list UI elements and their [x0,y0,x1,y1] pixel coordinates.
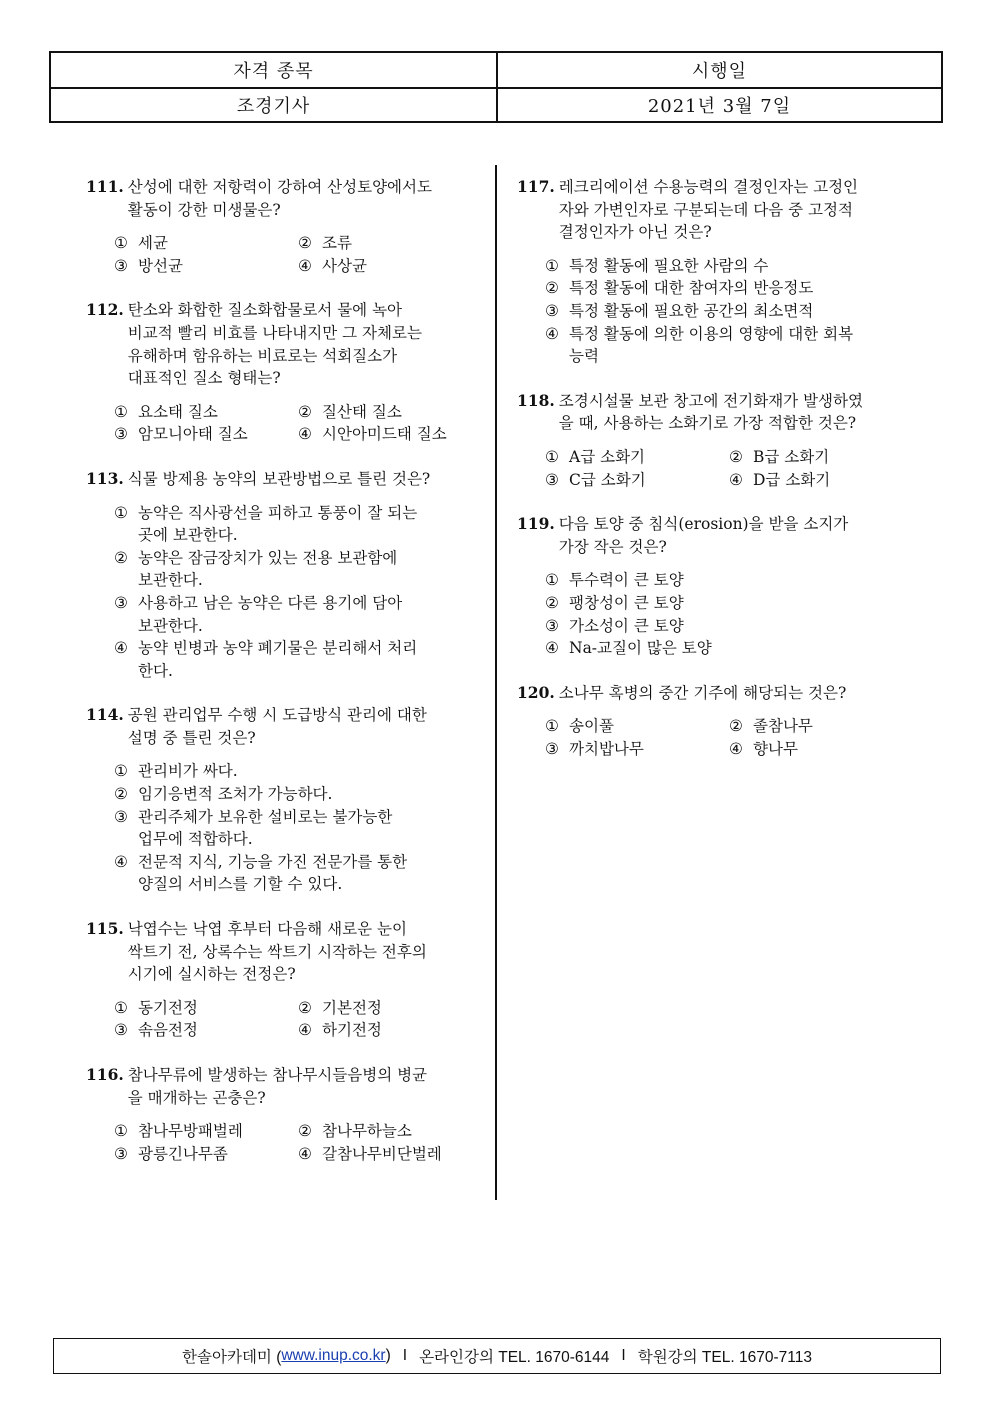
question-stem [86,704,478,749]
answer-option[interactable] [545,615,912,638]
answer-option[interactable] [114,423,298,446]
question-text-line: 식물 방제용 농약의 보관방법으로 틀린 것은? [127,469,431,488]
question [86,918,478,1042]
option-text [322,1120,412,1143]
answer-option[interactable] [114,760,478,783]
answer-options [86,232,478,277]
question-stem [517,513,912,558]
answer-option[interactable] [545,323,912,368]
question-text-line: 을 때, 사용하는 소화기로 가장 적합한 것은? [558,414,857,433]
option-text-line: 광릉긴나무좀 [138,1144,228,1163]
option-text-line: 곳에 보관한다. [138,526,238,545]
footer-close: ) [385,1347,391,1364]
option-text-line: Na-교질이 많은 토양 [569,639,712,658]
option-text [569,715,614,738]
question-text-line: 활동이 강한 미생물은? [127,200,281,219]
option-text [753,469,830,492]
answer-option[interactable] [729,738,912,761]
option-text-line: 기본전정 [322,998,382,1017]
footer-offline: 학원강의 TEL. 1670-7113 [637,1349,812,1366]
option-marker: ① [545,256,559,275]
option-marker: ① [545,717,559,736]
question-stem [86,468,478,491]
question-number: 116. [86,1065,124,1084]
answer-options [86,502,478,683]
question-stem [86,299,478,389]
header-col1-title: 자격 종목 [51,53,498,87]
option-text-line: 사용하고 남은 농약은 다른 용기에 담아 [138,593,403,612]
question-text [559,176,912,244]
question-stem [86,918,478,986]
question-number: 115. [86,919,124,939]
answer-option[interactable] [298,997,478,1020]
option-text [138,1120,243,1143]
option-text-line: 관리비가 싸다. [138,762,238,781]
option-text [569,300,813,323]
option-marker: ② [545,279,559,298]
answer-option[interactable] [114,1120,298,1143]
option-text-line: 한다. [138,661,173,680]
option-text-line: 갈참나무비단벌레 [322,1144,442,1163]
option-text-line: 암모니아태 질소 [138,425,248,444]
question-text-line: 자와 가변인자로 구분되는데 다음 중 고정적 [558,200,853,219]
option-marker: ④ [729,470,743,489]
answer-option[interactable] [114,592,478,637]
header-table [49,51,943,123]
question [86,704,478,896]
option-marker: ③ [114,1144,128,1163]
answer-options [86,401,478,446]
answer-option[interactable] [298,423,478,446]
option-marker: ③ [114,256,128,275]
option-text-line: 방선균 [138,256,183,275]
option-text [569,738,644,761]
answer-option[interactable] [545,255,912,278]
answer-options [86,997,478,1042]
option-marker: ② [298,234,312,253]
answer-option[interactable] [729,446,912,469]
answer-options [517,446,912,491]
question-text-line: 싹트기 전, 상록수는 싹트기 시작하는 전후의 [127,942,427,961]
right-column [517,176,912,782]
question-text [559,513,912,558]
option-text [138,423,248,446]
question-stem [517,682,912,705]
option-text-line: 참나무하늘소 [322,1122,412,1141]
option-text-line: 시안아미드태 질소 [322,425,447,444]
answer-option[interactable] [729,469,912,492]
option-text [138,592,402,637]
option-text [753,446,829,469]
option-text [322,232,352,255]
option-text-line: 솎음전정 [138,1021,198,1040]
answer-option[interactable] [114,547,478,592]
option-marker: ④ [545,324,559,343]
question-text [128,468,478,491]
answer-option[interactable] [114,783,478,806]
option-text [138,783,332,806]
option-marker: ① [114,998,128,1017]
question-number: 119. [517,514,555,534]
header-col2-title: 시행일 [691,61,748,82]
option-text-line: 투수력이 큰 토양 [569,571,684,590]
question-text [128,176,478,221]
answer-options [517,569,912,659]
option-marker: ② [729,717,743,736]
footer [53,1338,941,1374]
option-text-line: 가소성이 큰 토양 [569,616,684,635]
answer-option[interactable] [298,401,478,424]
question-text-line: 시기에 실시하는 전정은? [127,965,296,984]
option-text [138,760,238,783]
option-text [569,615,684,638]
option-text [322,423,447,446]
answer-option[interactable] [545,469,729,492]
question-text-line: 설명 중 틀린 것은? [127,728,256,747]
option-text-line: A급 소화기 [569,447,646,466]
question-number: 111. [86,177,124,196]
option-text [569,446,645,469]
option-marker: ③ [545,616,559,635]
question-text-line: 비교적 빨리 비효를 나타내지만 그 자체로는 [127,323,422,342]
option-text-line: C급 소화기 [569,470,646,489]
question-number: 112. [86,300,124,320]
header-col2-value: 2021년 3월 7일 [647,96,792,117]
option-marker: ② [298,998,312,1017]
option-text [138,502,417,547]
question-number: 114. [86,705,124,725]
answer-option[interactable] [298,1143,478,1166]
option-marker: ④ [545,639,559,658]
option-text-line: 까치밥나무 [569,739,644,758]
footer-separator: I [402,1347,408,1364]
option-marker: ② [729,447,743,466]
question-text [559,390,912,435]
question-text-line: 산성에 대한 저항력이 강하여 산성토양에서도 [127,178,432,196]
option-text-line: 임기응변적 조처가 가능하다. [138,785,333,804]
question [86,299,478,446]
answer-option[interactable] [114,401,298,424]
option-marker: ④ [114,852,128,871]
footer-online: 온라인강의 TEL. 1670-6144 [419,1349,610,1366]
question-text-line: 유해하며 함유하는 비료로는 석회질소가 [127,346,398,365]
option-marker: ① [114,1122,128,1141]
option-marker: ③ [545,470,559,489]
question-text-line: 낙엽수는 낙엽 후부터 다음해 새로운 눈이 [127,920,407,939]
question-text [128,918,478,986]
option-text [138,637,417,682]
option-marker: ③ [114,593,128,612]
option-marker: ② [114,785,128,804]
option-marker: ③ [114,1021,128,1040]
option-text-line: 양질의 서비스를 기할 수 있다. [138,875,343,894]
column-divider [495,165,497,1200]
answer-option[interactable] [298,1120,478,1143]
question-text-line: 다음 토양 중 침식(erosion)을 받을 소지가 [558,515,849,534]
option-text-line: 향나무 [753,739,798,758]
option-text [138,401,218,424]
answer-option[interactable] [545,446,729,469]
answer-option[interactable] [545,637,912,660]
footer-link[interactable]: www.inup.co.kr [281,1347,386,1364]
option-text-line: 팽창성이 큰 토양 [569,593,684,612]
answer-option[interactable] [114,232,298,255]
option-text-line: 요소태 질소 [138,402,218,421]
option-text-line: 전문적 지식, 기능을 가진 전문가를 통한 [138,852,408,871]
option-text-line: 농약은 잠금장치가 있는 전용 보관함에 [138,548,398,567]
footer-separator: I [621,1347,626,1364]
answer-option[interactable] [298,232,478,255]
question-text [128,704,478,749]
option-text [569,569,684,592]
question [86,468,478,682]
answer-option[interactable] [114,1143,298,1166]
option-text [322,997,382,1020]
question-stem [517,390,912,435]
answer-option[interactable] [545,592,912,615]
option-text-line: 특정 활동에 의한 이용의 영향에 대한 회복 [569,324,854,343]
question-stem [517,176,912,244]
option-text [138,1143,228,1166]
option-text-line: 조류 [322,234,352,253]
question-number: 120. [517,682,555,702]
question [86,1064,478,1165]
option-text-line: 보관한다. [138,571,203,590]
answer-option[interactable] [114,997,298,1020]
option-text-line: 특정 활동에 필요한 공간의 최소면적 [569,301,814,320]
option-marker: ③ [545,301,559,320]
option-text-line: 능력 [569,347,599,366]
option-text-line: D급 소화기 [753,470,831,489]
option-text [138,997,198,1020]
option-marker: ③ [545,739,559,758]
answer-options [86,1120,478,1165]
option-text-line: 하기전정 [322,1021,382,1040]
option-marker: ④ [114,639,128,658]
answer-option[interactable] [114,1019,298,1042]
option-text [138,851,407,896]
option-text [138,1019,198,1042]
option-marker: ① [114,762,128,781]
answer-option[interactable] [545,738,729,761]
option-text-line: 질산태 질소 [322,402,402,421]
question [517,682,912,761]
question-stem [86,1064,478,1109]
option-text [322,1019,382,1042]
answer-options [517,255,912,368]
question-text-line: 탄소와 화합한 질소화합물로서 물에 녹아 [127,301,403,320]
question-text-line: 레크리에이션 수용능력의 결정인자는 고정인 [558,178,859,196]
header-col1-value: 조경기사 [51,88,498,122]
option-marker: ② [114,548,128,567]
option-text-line: 농약은 직사광선을 피하고 통풍이 잘 되는 [138,503,418,522]
option-text [138,255,183,278]
option-marker: ① [545,447,559,466]
option-text-line: 졸참나무 [753,717,813,736]
question-number: 117. [517,177,555,196]
question-number: 118. [517,390,555,410]
question [86,176,478,277]
option-text [138,547,397,592]
option-text [322,401,402,424]
question-text-line: 참나무류에 발생하는 참나무시들음병의 병균 [127,1066,428,1084]
option-marker: ④ [298,1144,312,1163]
answer-option[interactable] [545,569,912,592]
option-marker: ① [114,402,128,421]
question-text-line: 조경시설물 보관 창고에 전기화재가 발생하였 [558,391,863,410]
answer-option[interactable] [114,255,298,278]
option-text-line: 사상균 [322,256,367,275]
option-text-line: 보관한다. [138,616,203,635]
answer-option[interactable] [545,277,912,300]
question-text [128,1064,478,1109]
answer-options [86,760,478,896]
option-marker: ② [298,402,312,421]
answer-option[interactable] [298,255,478,278]
option-text [138,806,392,851]
answer-option[interactable] [545,300,912,323]
option-text [569,255,768,278]
option-text [322,1143,442,1166]
option-text [569,592,684,615]
answer-option[interactable] [298,1019,478,1042]
option-marker: ③ [114,807,128,826]
option-marker: ② [545,593,559,612]
option-marker: ① [545,571,559,590]
answer-options [517,715,912,760]
option-text-line: 업무에 적합하다. [138,830,253,849]
option-text [753,715,813,738]
option-text-line: 송이풀 [569,717,614,736]
option-text-line: 관리주체가 보유한 설비로는 불가능한 [138,807,393,826]
question-text-line: 을 매개하는 곤충은? [127,1088,266,1107]
left-column [86,176,478,1187]
question-text [128,299,478,389]
answer-option[interactable] [114,502,478,547]
answer-option[interactable] [114,851,478,896]
question-text-line: 대표적인 질소 형태는? [127,369,281,388]
option-text-line: 농약 빈병과 농약 폐기물은 분리해서 처리 [138,639,418,658]
option-marker: ① [114,234,128,253]
option-text [138,232,168,255]
option-text [569,637,712,660]
option-text [322,255,367,278]
option-text-line: 참나무방패벌레 [138,1122,243,1141]
answer-option[interactable] [729,715,912,738]
answer-option[interactable] [114,637,478,682]
option-marker: ② [298,1122,312,1141]
question-text [559,682,912,705]
question [517,390,912,491]
question-text-line: 소나무 혹병의 중간 기주에 해당되는 것은? [558,683,847,702]
option-text-line: B급 소화기 [753,447,830,466]
option-marker: ① [114,503,128,522]
option-text-line: 세균 [138,234,168,253]
option-marker: ④ [298,256,312,275]
question [517,513,912,660]
option-marker: ④ [298,1021,312,1040]
question-text-line: 가장 작은 것은? [558,537,667,556]
option-text [569,277,813,300]
option-text [569,323,853,368]
question-number: 113. [86,468,124,488]
option-marker: ③ [114,425,128,444]
option-text-line: 특정 활동에 필요한 사람의 수 [569,256,769,275]
option-text [753,738,798,761]
question-text-line: 공원 관리업무 수행 시 도급방식 관리에 대한 [127,706,427,725]
option-text [569,469,646,492]
option-marker: ④ [298,425,312,444]
question [517,176,912,368]
question-stem [86,176,478,221]
option-text-line: 동기전정 [138,998,198,1017]
answer-option[interactable] [545,715,729,738]
option-text-line: 특정 활동에 대한 참여자의 반응정도 [569,279,814,298]
footer-academy: 한솔아카데미 ( [182,1349,282,1366]
question-text-line: 결정인자가 아닌 것은? [558,223,712,242]
option-marker: ④ [729,739,743,758]
answer-option[interactable] [114,806,478,851]
